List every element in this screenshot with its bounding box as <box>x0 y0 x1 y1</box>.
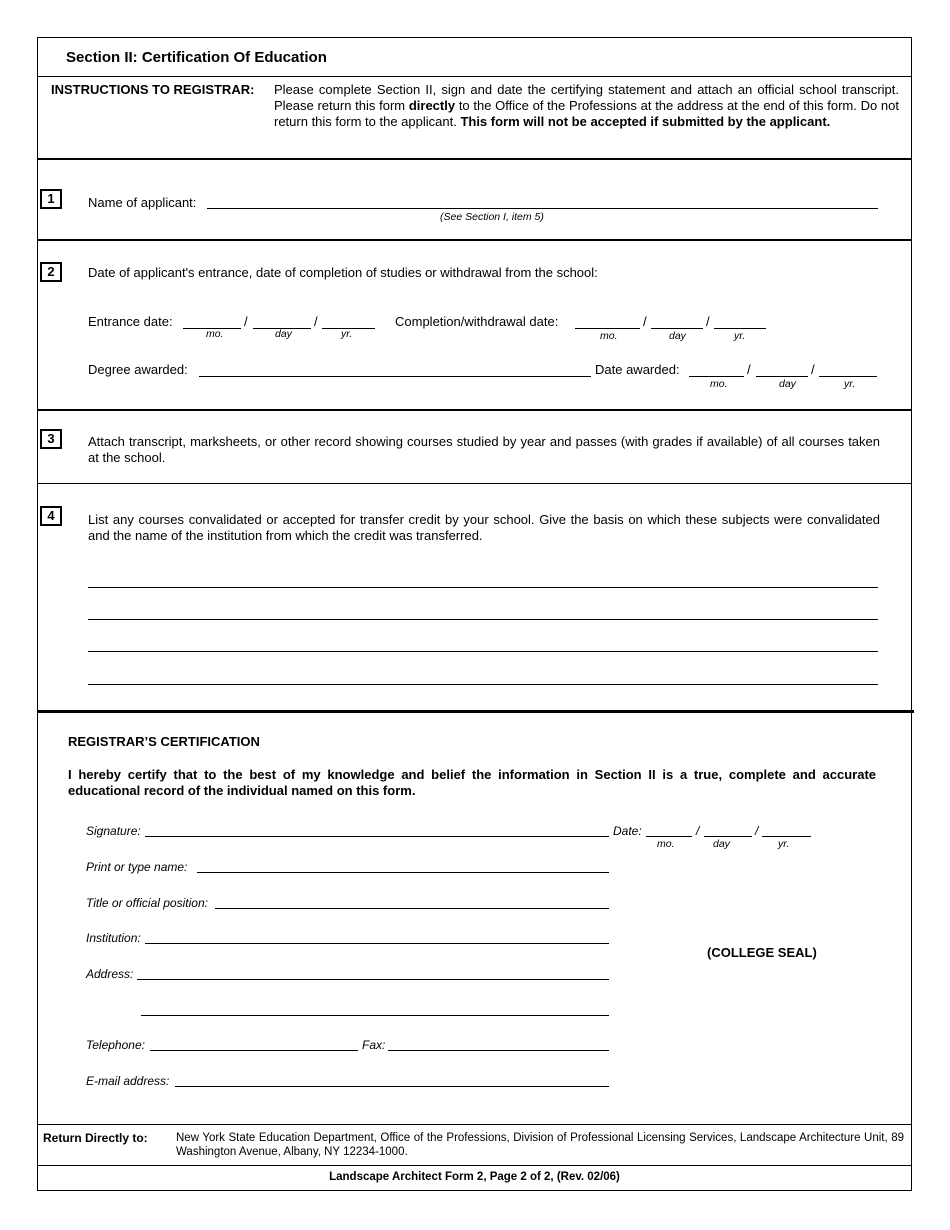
email-label: E-mail address: <box>86 1074 170 1088</box>
fax-label: Fax: <box>362 1038 386 1052</box>
degree-awarded-field[interactable] <box>199 376 591 377</box>
instructions-label: INSTRUCTIONS TO REGISTRAR: <box>51 82 255 97</box>
entrance-date-label: Entrance date: <box>88 314 173 329</box>
transfer-credit-line[interactable] <box>88 587 878 588</box>
item-number-1: 1 <box>40 189 62 209</box>
divider <box>37 409 912 411</box>
completion-day-field[interactable] <box>651 328 703 329</box>
transfer-credit-line[interactable] <box>88 684 878 685</box>
day-caption: day <box>275 328 292 340</box>
institution-label: Institution: <box>86 931 141 945</box>
transfer-credit-line[interactable] <box>88 651 878 652</box>
thick-divider <box>37 710 914 713</box>
address-field[interactable] <box>137 979 609 980</box>
item-number-3: 3 <box>40 429 62 449</box>
item-number-2: 2 <box>40 262 62 282</box>
divider <box>37 1165 912 1166</box>
date-separator: / <box>696 824 700 838</box>
completion-year-field[interactable] <box>714 328 766 329</box>
date-separator: / <box>244 314 248 329</box>
return-label: Return Directly to: <box>43 1131 148 1145</box>
email-field[interactable] <box>175 1086 609 1087</box>
cert-day-field[interactable] <box>704 836 752 837</box>
year-caption: yr. <box>844 378 856 390</box>
address-label: Address: <box>86 967 134 981</box>
month-caption: mo. <box>206 328 224 340</box>
year-caption: yr. <box>341 328 353 340</box>
cert-year-field[interactable] <box>762 836 811 837</box>
print-name-label: Print or type name: <box>86 860 188 874</box>
address-field-line-2[interactable] <box>141 1015 609 1016</box>
completion-date-label: Completion/withdrawal date: <box>395 314 559 329</box>
instructions-text: Please complete Section II, sign and date the certifying statement and attach an official school transcript. Please return this form directly to the Office of the Professions at the address at the end of this form. Do not return this form to the applicant. This form will not be accepted if submitted by the applicant. <box>274 82 899 129</box>
date-separator: / <box>811 362 815 377</box>
date-separator: / <box>755 824 759 838</box>
transcript-instruction: Attach transcript, marksheets, or other record showing courses studied by year and passes (with grades if available) of all courses taken at the school. <box>88 434 880 465</box>
signature-field[interactable] <box>145 836 609 837</box>
applicant-name-field[interactable] <box>207 208 878 209</box>
cert-date-label: Date: <box>613 824 642 838</box>
title-position-label: Title or official position: <box>86 896 208 910</box>
date-separator: / <box>747 362 751 377</box>
divider <box>37 239 912 241</box>
divider <box>37 483 912 484</box>
title-position-field[interactable] <box>215 908 609 909</box>
signature-label: Signature: <box>86 824 141 838</box>
day-caption: day <box>669 330 686 342</box>
month-caption: mo. <box>657 838 675 850</box>
applicant-name-hint: (See Section I, item 5) <box>440 211 544 223</box>
month-caption: mo. <box>710 378 728 390</box>
section-title: Section II: Certification Of Education <box>66 49 327 66</box>
transfer-credit-instruction: List any courses convalidated or accepted for transfer credit by your school. Give the basis on which these subjects were convalidated and the name of the institution from which the credit was transferred. <box>88 512 880 543</box>
date-separator: / <box>706 314 710 329</box>
telephone-field[interactable] <box>150 1050 358 1051</box>
date-awarded-label: Date awarded: <box>595 362 680 377</box>
return-address: New York State Education Department, Office of the Professions, Division of Professional Licensing Services, Landscape Architecture Unit, 89 Washington Avenue, Albany, NY 12234-1000. <box>176 1132 904 1158</box>
divider <box>37 1124 912 1125</box>
fax-field[interactable] <box>388 1050 609 1051</box>
item-number-4: 4 <box>40 506 62 526</box>
date-separator: / <box>643 314 647 329</box>
institution-field[interactable] <box>145 943 609 944</box>
day-caption: day <box>713 838 730 850</box>
date-separator: / <box>314 314 318 329</box>
telephone-label: Telephone: <box>86 1038 145 1052</box>
completion-month-field[interactable] <box>575 328 640 329</box>
year-caption: yr. <box>734 330 746 342</box>
cert-month-field[interactable] <box>646 836 692 837</box>
applicant-name-label: Name of applicant: <box>88 195 197 210</box>
awarded-month-field[interactable] <box>689 376 744 377</box>
certification-statement: I hereby certify that to the best of my knowledge and belief the information in Section II is a true, complete and accurate educational record of the individual named on this form. <box>68 767 876 798</box>
transfer-credit-line[interactable] <box>88 619 878 620</box>
degree-awarded-label: Degree awarded: <box>88 362 188 377</box>
day-caption: day <box>779 378 796 390</box>
certification-title: REGISTRAR’S CERTIFICATION <box>68 734 260 749</box>
divider <box>37 76 912 77</box>
print-name-field[interactable] <box>197 872 609 873</box>
year-caption: yr. <box>778 838 790 850</box>
form-footer: Landscape Architect Form 2, Page 2 of 2, (Rev. 02/06) <box>329 1171 620 1183</box>
month-caption: mo. <box>600 330 618 342</box>
dates-question: Date of applicant's entrance, date of completion of studies or withdrawal from the school: <box>88 265 598 280</box>
awarded-year-field[interactable] <box>819 376 877 377</box>
awarded-day-field[interactable] <box>756 376 808 377</box>
divider <box>37 158 912 160</box>
college-seal-label: (COLLEGE SEAL) <box>707 945 817 960</box>
